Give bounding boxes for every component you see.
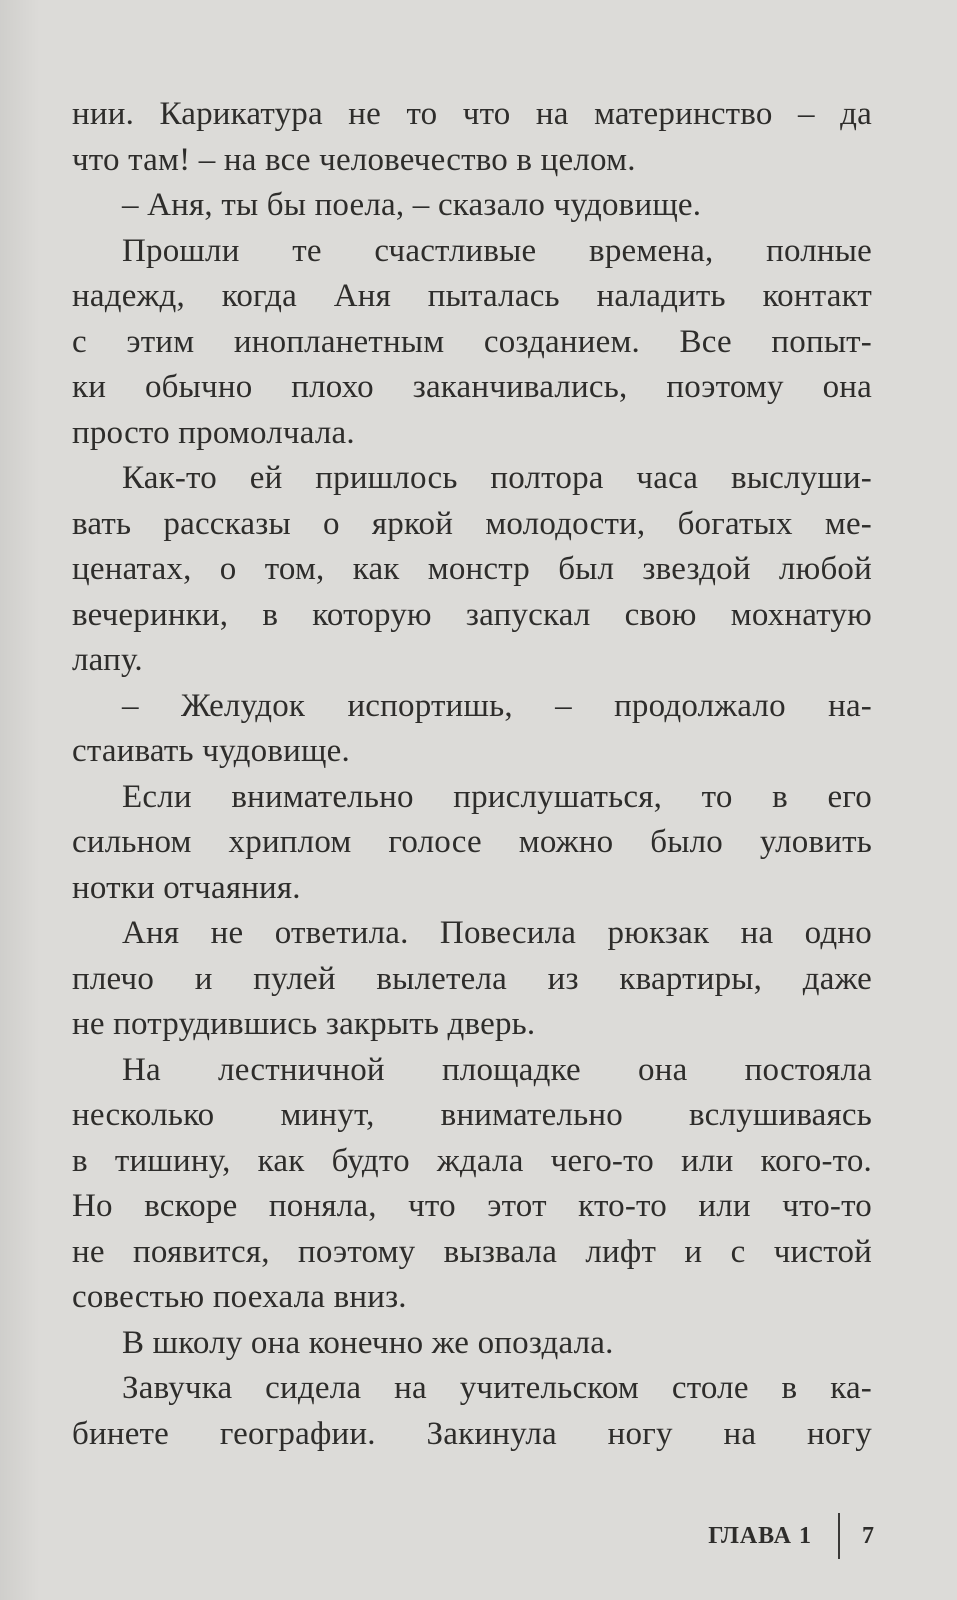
text-line: нии. Карикатура не то что на материнство – да — [72, 96, 872, 132]
text-line: сильном хриплом голосе можно было уловить — [72, 824, 872, 860]
text-line: Если внимательно прислушаться, то в его — [122, 778, 872, 815]
text-line: Но вскоре поняла, что этот кто-то или что-то — [72, 1188, 872, 1224]
body-text — [72, 92, 872, 1457]
text-line: стаивать чудовище. — [72, 733, 350, 769]
text-line: в тишину, как будто ждала чего-то или кого-то. — [72, 1142, 872, 1179]
text-line: Как-то ей пришлось полтора часа выслуши- — [122, 460, 872, 496]
text-line: бинете географии. Закинула ногу на ногу — [72, 1415, 872, 1452]
text-line: плечо и пулей вылетела из квартиры, даже — [72, 960, 872, 997]
chapter-label: ГЛАВА 1 — [708, 1522, 812, 1549]
text-line: совестью поехала вниз. — [72, 1279, 407, 1315]
text-line: что там! – на все человечество в целом. — [72, 141, 636, 178]
text-line: вать рассказы о яркой молодости, богатых ме- — [72, 505, 872, 542]
text-line: просто промолчала. — [72, 414, 355, 451]
text-line: с этим инопланетным созданием. Все попыт- — [72, 323, 872, 360]
text-line: ки обычно плохо заканчивались, поэтому она — [72, 369, 872, 405]
text-line: Аня не ответила. Повесила рюкзак на одно — [122, 915, 872, 951]
text-line: не потрудившись закрыть дверь. — [72, 1006, 536, 1042]
page-number: 7 — [862, 1522, 875, 1549]
text-line: В школу она конечно же опоздала. — [122, 1324, 614, 1361]
text-line: не появится, поэтому вызвала лифт и с чистой — [72, 1233, 872, 1270]
text-line: несколько минут, внимательно вслушиваясь — [72, 1097, 872, 1133]
text-line: лапу. — [72, 642, 143, 678]
footer-divider — [838, 1513, 840, 1559]
text-line: – Аня, ты бы поела, – сказало чудовище. — [122, 187, 702, 223]
text-line: вечеринки, в которую запускал свою мохнатую — [72, 596, 872, 633]
text-line: – Желудок испортишь, – продолжало на- — [122, 687, 872, 724]
running-footer — [708, 1511, 875, 1561]
text-line: нотки отчаяния. — [72, 869, 301, 906]
text-line: На лестничной площадке она постояла — [122, 1051, 872, 1088]
text-line: Завучка сидела на учительском столе в ка- — [122, 1370, 872, 1406]
text-line: ценатах, о том, как монстр был звездой любой — [72, 551, 872, 587]
text-line: Прошли те счастливые времена, полные — [122, 232, 872, 269]
text-line: надежд, когда Аня пыталась наладить контакт — [72, 278, 872, 314]
